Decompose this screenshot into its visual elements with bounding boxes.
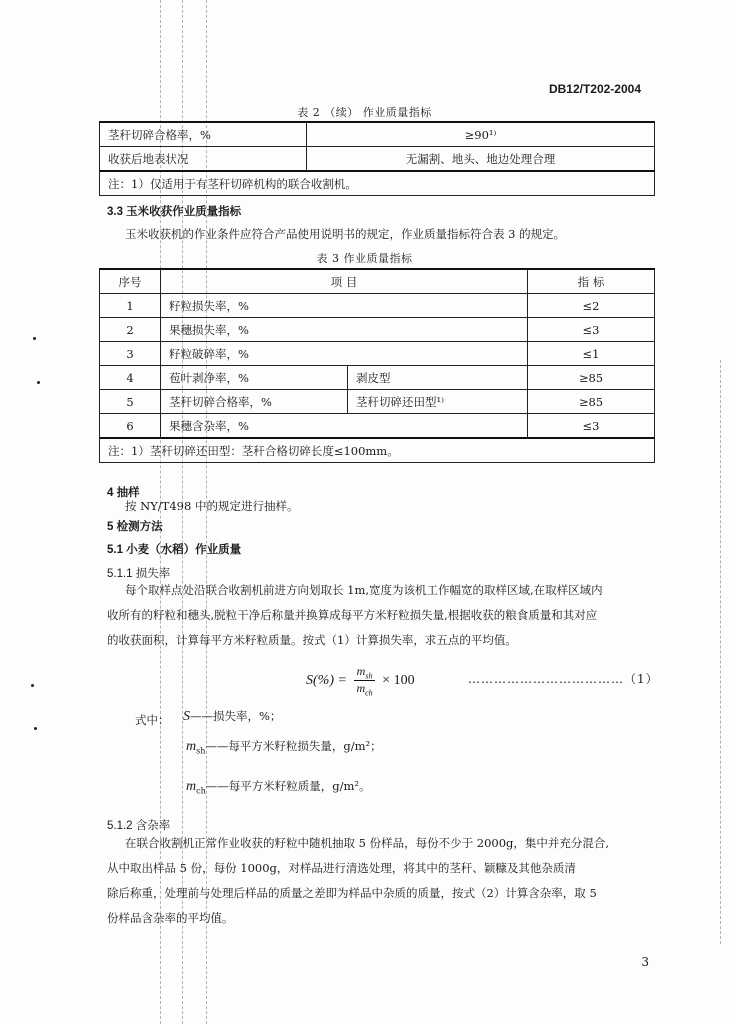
table-row: [100, 414, 655, 439]
variable-mch: $m_{ch}——$每平方米籽粒质量，g/m²。: [186, 779, 371, 796]
page-number: 3: [641, 955, 649, 969]
document-id: DB12/T202-2004: [548, 82, 641, 96]
table-cell: ≥85: [528, 390, 655, 414]
formula-denominator: $m_{ch}$: [356, 681, 373, 698]
table-row: [100, 318, 655, 342]
table3-caption: 表 3 作业质量指标: [316, 252, 413, 265]
scan-artifact-line: [720, 360, 721, 944]
section-heading: 3.3 玉米收获作业质量指标: [107, 206, 242, 218]
table-row: [100, 294, 655, 318]
table-row: [100, 147, 655, 172]
table-cell: 无漏割、地头、地边处理合理: [307, 147, 655, 172]
table-cell: 收获后地表状况: [100, 147, 307, 172]
table-cell: 1: [100, 294, 161, 318]
table-header: 指 标: [528, 269, 655, 294]
table-note: 注：1）仅适用于有茎秆切碎机构的联合收割机。: [100, 171, 655, 196]
paragraph: 玉米收获机的作业条件应符合产品使用说明书的规定，作业质量指标符合表 3 的规定。: [125, 227, 566, 241]
variable-msh: $m_{sh}——$每平方米籽粒损失量，g/m²；: [186, 739, 382, 756]
formula-number: ………………………………（1）: [468, 672, 659, 686]
where-label: 式中：: [135, 713, 170, 727]
paragraph-line: 份样品含杂率的平均值。: [107, 911, 234, 925]
table-cell: 苞叶剥净率，%: [161, 366, 348, 390]
table-note-row: [100, 171, 655, 196]
table-cell: 籽粒破碎率，%: [161, 342, 528, 366]
table-cell: ≤3: [528, 414, 655, 439]
table-header: 序号: [100, 269, 161, 294]
scan-artifact-dot: [33, 337, 36, 340]
table-cell: 2: [100, 318, 161, 342]
table-cell: 3: [100, 342, 161, 366]
table-cell: ≥85: [528, 366, 655, 390]
table-cell: ≤3: [528, 318, 655, 342]
table-row: [100, 366, 655, 390]
table-cell: 茎秆切碎合格率，%: [161, 390, 348, 414]
table-cell: 果穗含杂率，%: [161, 414, 528, 439]
table-cell: 茎秆切碎还田型¹⁾: [348, 390, 528, 414]
table-row: [100, 122, 655, 147]
paragraph-line: 每个取样点处沿联合收割机前进方向划取长 1m,宽度为该机工作幅宽的取样区域,在取样区域内: [125, 583, 603, 597]
paragraph-line: 从中取出样品 5 份，每份 1000g，对样品进行清选处理，将其中的茎秆、颖糠及其他杂质清: [107, 861, 576, 875]
table-cell: 茎秆切碎合格率，%: [100, 122, 307, 147]
variable-s: S——损失率，%；: [183, 709, 282, 724]
section-heading: 4 抽样: [107, 487, 140, 499]
formula-fraction: [354, 664, 374, 698]
table3: [99, 268, 655, 463]
table-header-row: [100, 269, 655, 294]
table-note-row: [100, 438, 655, 463]
table2: [99, 121, 655, 196]
table-cell: ≤1: [528, 342, 655, 366]
subsection-heading: 5.1.1 损失率: [107, 568, 171, 580]
table-cell: 籽粒损失率，%: [161, 294, 528, 318]
table-row: [100, 390, 655, 414]
paragraph-line: 的收获面积，计算每平方米籽粒质量。按式（1）计算损失率，求五点的平均值。: [107, 633, 517, 647]
table-header: 项 目: [161, 269, 528, 294]
paragraph: 按 NY/T498 中的规定进行抽样。: [125, 499, 299, 513]
formula-rhs: × 100: [382, 673, 415, 689]
paragraph-line: 除后称重，处理前与处理后样品的质量之差即为样品中杂质的质量，按式（2）计算含杂率，取 5: [107, 886, 597, 900]
scan-artifact-dot: [37, 381, 40, 384]
table-cell: 5: [100, 390, 161, 414]
subsection-heading: 5.1.2 含杂率: [107, 820, 171, 832]
table-cell: 剥皮型: [348, 366, 528, 390]
paragraph-line: 收所有的籽粒和穗头,脱粒干净后称量并换算成每平方米籽粒损失量,根据收获的粮食质量和其对应: [107, 608, 598, 622]
scan-artifact-dot: [34, 727, 37, 730]
table-cell: 4: [100, 366, 161, 390]
subsection-heading: 5.1 小麦（水稻）作业质量: [107, 544, 242, 556]
table-cell: 果穗损失率，%: [161, 318, 528, 342]
table-cell: ≥90¹⁾: [307, 122, 655, 147]
section-heading: 5 检测方法: [107, 521, 163, 533]
formula-lhs: S(%) =: [306, 673, 347, 689]
table-note: 注：1）茎秆切碎还田型：茎秆合格切碎长度≤100mm。: [100, 438, 655, 463]
formula-numerator: $m_{sh}$: [354, 664, 374, 681]
scan-artifact-dot: [31, 684, 34, 687]
table-cell: 6: [100, 414, 161, 439]
table-cell: ≤2: [528, 294, 655, 318]
table-row: [100, 342, 655, 366]
paragraph-line: 在联合收割机正常作业收获的籽粒中随机抽取 5 份样品，每份不少于 2000g，集中并充分混合,: [125, 836, 610, 850]
formula-1: [306, 664, 415, 698]
table2-caption: 表 2 （续） 作业质量指标: [297, 106, 432, 119]
